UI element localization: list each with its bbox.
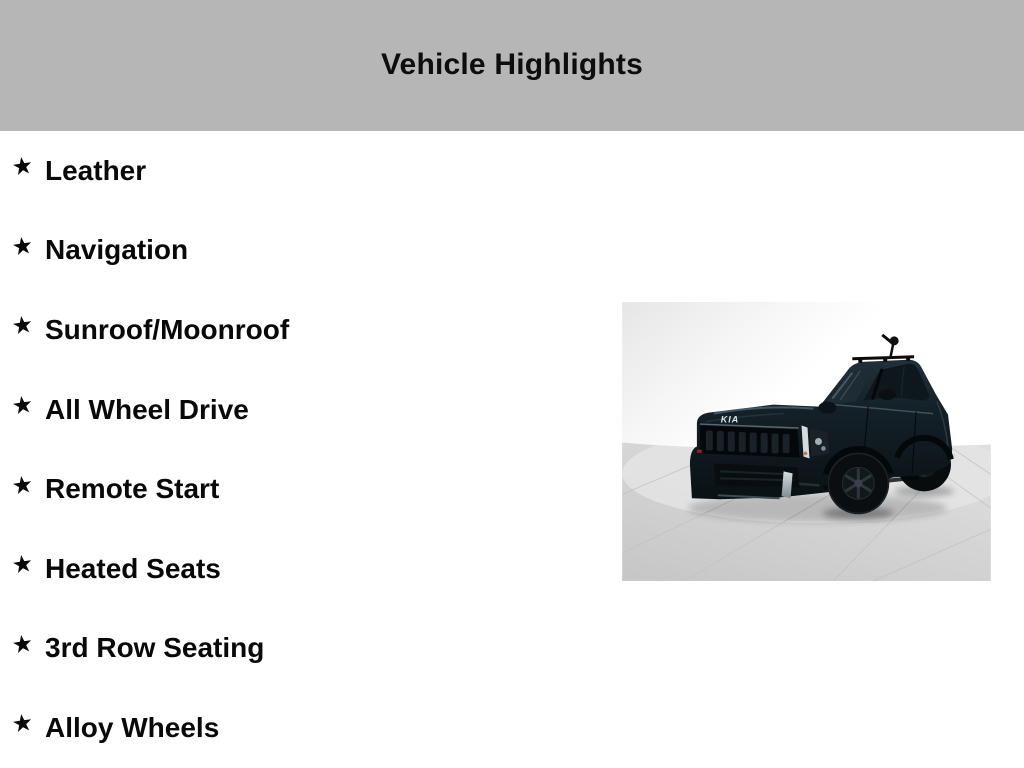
feature-item [0,529,620,609]
far-side-mirror [879,389,896,400]
star-icon [12,315,33,336]
star-icon [12,395,33,416]
feature-label: All Wheel Drive [45,393,249,425]
star-icon [12,634,33,655]
header-bar [0,0,1024,131]
feature-label: Leather [45,154,147,186]
feature-label: Alloy Wheels [45,711,220,743]
vehicle-photo [622,302,991,581]
page-title: Vehicle Highlights [381,47,643,81]
driver-mirror [818,402,836,414]
front-wheel [827,452,889,514]
feature-item [0,131,620,211]
star-icon [12,554,33,575]
feature-label: Navigation [45,234,189,266]
star-icon [12,475,33,496]
feature-label: Heated Seats [45,552,221,584]
kia-badge: KIA [720,414,740,425]
feature-item [0,211,620,291]
suv-studio-illustration [622,302,991,581]
roof-rails [852,357,914,359]
feature-item [0,449,620,529]
feature-label: 3rd Row Seating [45,632,265,664]
feature-item [0,688,620,768]
feature-label: Remote Start [45,473,220,505]
star-icon [12,156,33,177]
feature-label: Sunroof/Moonroof [45,313,290,345]
feature-item [0,290,620,370]
grille [700,424,800,457]
star-icon [12,713,33,734]
star-icon [12,236,33,257]
feature-item [0,609,620,689]
feature-item [0,370,620,450]
feature-list [0,131,620,768]
